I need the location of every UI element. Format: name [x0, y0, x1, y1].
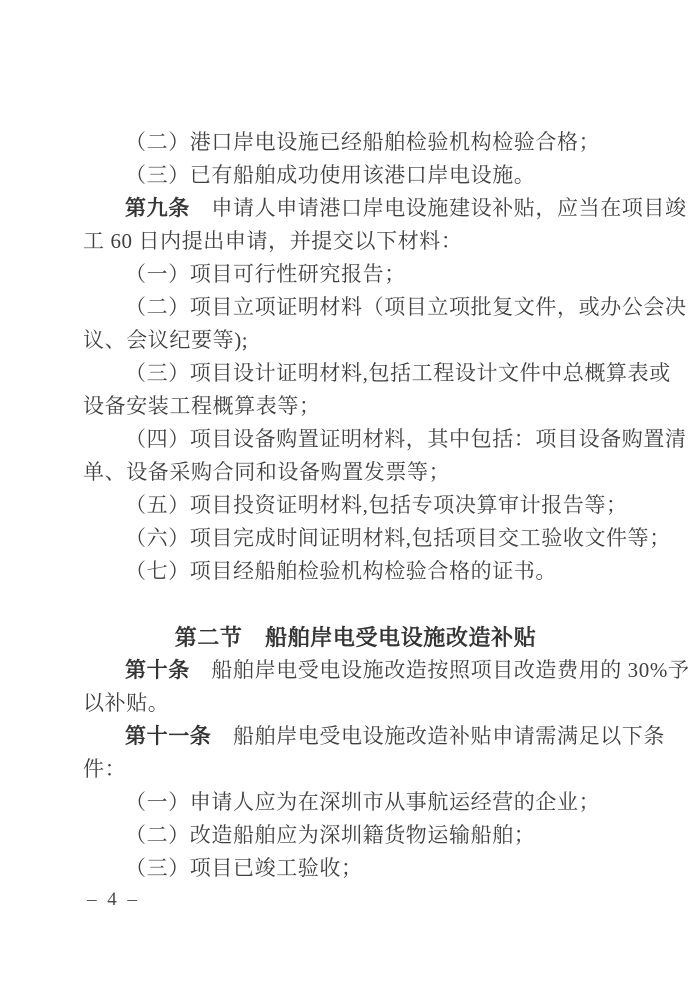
- section-heading-text: 第二节 船舶岸电受电设施改造补贴: [174, 625, 537, 650]
- text-line: [83, 522, 671, 555]
- text-line: [83, 819, 628, 852]
- text-line: [83, 324, 628, 357]
- line-text: （六）项目完成时间证明材料,包括项目交工验收文件等；: [125, 526, 671, 550]
- text-line-article-11: [83, 720, 666, 753]
- line-text: （二）项目立项证明材料（项目立项批复文件，或办公会决: [125, 295, 687, 319]
- text-line: [83, 225, 628, 258]
- line-text: 以补贴。: [83, 691, 170, 715]
- line-text: 议、会议纪要等);: [83, 328, 249, 352]
- line-text: （五）项目投资证明材料,包括专项决算审计报告等；: [125, 493, 628, 517]
- document-text-block: [83, 126, 690, 885]
- text-line: [83, 258, 628, 291]
- text-line-article-10: [83, 654, 690, 687]
- text-line: [83, 687, 628, 720]
- text-line: [83, 291, 687, 324]
- line-text: 单、设备采购合同和设备购置发票等；: [83, 460, 451, 484]
- line-text: 件：: [83, 757, 127, 781]
- line-text: （二）港口岸电设施已经船舶检验机构检验合格；: [125, 130, 601, 154]
- text-line: [83, 357, 671, 390]
- text-line: [83, 159, 628, 192]
- text-line: [83, 786, 628, 819]
- line-text: （三）已有船舶成功使用该港口岸电设施。: [125, 163, 536, 187]
- line-text: 船舶岸电受电设施改造补贴申请需满足以下条: [211, 724, 666, 748]
- text-line: [83, 852, 628, 885]
- line-text: （一）申请人应为在深圳市从事航运经营的企业；: [125, 790, 601, 814]
- line-text: （三）项目已竣工验收；: [125, 856, 363, 880]
- article-number: 第十一条: [125, 724, 212, 748]
- text-line-article-9: [83, 192, 687, 225]
- article-number: 第九条: [125, 196, 190, 220]
- line-text: （二）改造船舶应为深圳籍货物运输船舶；: [125, 823, 536, 847]
- line-text: 设备安装工程概算表等；: [83, 394, 321, 418]
- section-heading: [83, 621, 628, 654]
- text-line: [83, 555, 628, 588]
- text-line: [83, 390, 628, 423]
- page-number: – 4 –: [87, 889, 140, 910]
- line-text: （七）项目经船舶检验机构检验合格的证书。: [125, 559, 557, 583]
- text-line: [83, 753, 628, 786]
- line-text: （三）项目设计证明材料,包括工程设计文件中总概算表或: [125, 361, 671, 385]
- line-text: （一）项目可行性研究报告；: [125, 262, 406, 286]
- text-line: [83, 126, 628, 159]
- text-line: [83, 456, 628, 489]
- line-text: 工 60 日内提出申请，并提交以下材料：: [83, 229, 463, 253]
- text-line: [83, 489, 628, 522]
- line-text: 船舶岸电受电设施改造按照项目改造费用的 30%予: [189, 658, 690, 682]
- article-number: 第十条: [125, 658, 190, 682]
- text-line: [83, 423, 687, 456]
- line-text: （四）项目设备购置证明材料，其中包括：项目设备购置清: [125, 427, 687, 451]
- line-text: 申请人申请港口岸电设施建设补贴，应当在项目竣: [189, 196, 687, 220]
